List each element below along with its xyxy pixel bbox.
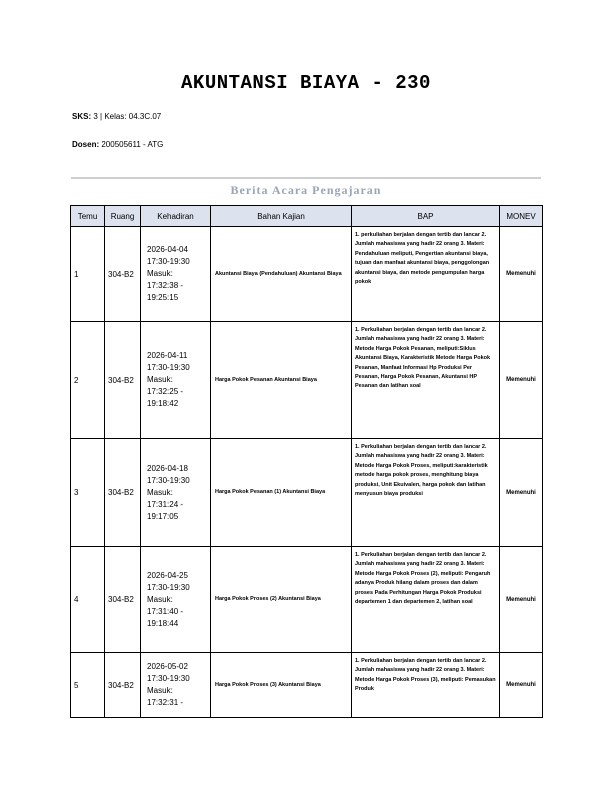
table-row	[71, 653, 543, 718]
kehadiran-date: 2026-04-11	[147, 351, 188, 360]
kehadiran-time-out: 19:18:44	[147, 618, 179, 628]
cell-monev: Memenuhi	[500, 439, 543, 547]
cell-bahan-kajian: Harga Pokok Pesanan Akuntansi Biaya	[211, 322, 352, 439]
kehadiran-time-out: 19:25:15	[147, 293, 179, 302]
col-header-temu: Temu	[71, 206, 105, 227]
cell-bap: 1. Perkuliahan berjalan dengan tertib dan lancar 2. Jumlah mahasiswa yang hadir 22 orang 3. Materi: Metode Harga Pokok Proses (3), meliputi: Pemasukan Produk	[352, 653, 500, 718]
page-title: AKUNTANSI BIAYA - 230	[181, 72, 431, 94]
cell-temu: 3	[71, 439, 105, 547]
kehadiran-masuk-label: Masuk:	[147, 375, 173, 384]
cell-bap: 1. Perkuliahan berjalan dengan tertib dan lancar 2. Jumlah mahasiswa yang hadir 22 orang 3. Materi: Metode Harga Pokok Proses, meliputi:karakteristik metode harga pokok proses, menghitung biaya produksi, Unit Ekuivalen, harga pokok dan latihan menyusun biaya produksi	[352, 439, 500, 547]
table-row	[71, 439, 543, 547]
kehadiran-masuk-label: Masuk:	[147, 594, 173, 604]
sks-kelas-line	[72, 112, 161, 121]
kehadiran-date: 2026-04-04	[147, 245, 188, 254]
table-row	[71, 227, 543, 322]
kehadiran-schedule: 17:30-19:30	[147, 475, 190, 485]
cell-bap: 1. Perkuliahan berjalan dengan tertib dan lancar 2. Jumlah mahasiswa yang hadir 22 orang 3. Materi: Metode Harga Pokok Proses (2), meliputi: Pengaruh adanya Produk hilang dalam proses dan dalam proses Pada Perhitungan Harga Pokok Produksi departemen 1 dan departemen 2, latihan soal	[352, 547, 500, 653]
cell-kehadiran	[141, 322, 211, 439]
col-header-kehadiran: Kehadiran	[141, 206, 211, 227]
cell-ruang: 304-B2	[105, 653, 141, 718]
cell-ruang: 304-B2	[105, 227, 141, 322]
cell-monev: Memenuhi	[500, 322, 543, 439]
kehadiran-masuk-label: Masuk:	[147, 269, 173, 278]
table-header-row	[71, 206, 543, 227]
cell-temu: 5	[71, 653, 105, 718]
kehadiran-time-in: 17:32:38 -	[147, 281, 184, 290]
cell-monev: Memenuhi	[500, 653, 543, 718]
kehadiran-schedule: 17:30-19:30	[147, 257, 190, 266]
table-row	[71, 322, 543, 439]
dosen-label: Dosen:	[72, 140, 100, 149]
cell-kehadiran	[141, 227, 211, 322]
divider	[71, 177, 541, 179]
kehadiran-time-in: 17:32:25 -	[147, 387, 184, 396]
bap-table	[70, 205, 543, 718]
kehadiran-masuk-label: Masuk:	[147, 686, 173, 695]
col-header-ruang: Ruang	[105, 206, 141, 227]
sks-label: SKS:	[72, 112, 92, 121]
col-header-bap: BAP	[352, 206, 500, 227]
sks-kelas-value: 3 | Kelas: 04.3C.07	[93, 112, 162, 121]
kehadiran-time-out: 19:18:42	[147, 399, 179, 408]
kehadiran-date: 2026-04-25	[147, 570, 188, 580]
kehadiran-schedule: 17:30-19:30	[147, 582, 190, 592]
kehadiran-time-in: 17:32:31 -	[147, 698, 184, 707]
kehadiran-time-in: 17:31:40 -	[147, 606, 184, 616]
table-row	[71, 547, 543, 653]
cell-ruang: 304-B2	[105, 322, 141, 439]
cell-monev: Memenuhi	[500, 227, 543, 322]
cell-bahan-kajian: Harga Pokok Proses (3) Akuntansi Biaya	[211, 653, 352, 718]
cell-bahan-kajian: Harga Pokok Proses (2) Akuntansi Biaya	[211, 547, 352, 653]
kehadiran-date: 2026-05-02	[147, 662, 188, 671]
section-title: Berita Acara Pengajaran	[230, 183, 382, 197]
cell-kehadiran	[141, 547, 211, 653]
cell-temu: 4	[71, 547, 105, 653]
cell-bap: 1. Perkuliahan berjalan dengan tertib dan lancar 2. Jumlah mahasiswa yang hadir 22 orang 3. Materi: Metode Harga Pokok Pesanan, meliputi:Siklus Akuntansi Biaya, Karakteristik Metode Harga Pokok Pesanan, Manfaat Informasi Hp Produksi Per Pesanan, Harga Pokok Pesanan, Akuntansi HP Pesanan dan latihan soal	[352, 322, 500, 439]
kehadiran-schedule: 17:30-19:30	[147, 363, 190, 372]
dosen-value: 200505611 - ATG	[101, 140, 164, 149]
dosen-line	[72, 140, 163, 149]
cell-temu: 2	[71, 322, 105, 439]
kehadiran-schedule: 17:30-19:30	[147, 674, 190, 683]
col-header-bahan-kajian: Bahan Kajian	[211, 206, 352, 227]
kehadiran-time-out: 19:17:05	[147, 511, 179, 521]
cell-bahan-kajian: Akuntansi Biaya (Pendahuluan) Akuntansi Biaya	[211, 227, 352, 322]
cell-monev: Memenuhi	[500, 547, 543, 653]
kehadiran-time-in: 17:31:24 -	[147, 499, 184, 509]
cell-bap: 1. perkuliahan berjalan dengan tertib dan lancar 2. Jumlah mahasiswa yang hadir 22 orang 3. Materi: Pendahuluan meliputi, Pengertian akuntansi biaya, tujuan dan manfaat akuntansi biaya, penggolongan akuntansi biaya, dan metode pengumpulan harga pokok	[352, 227, 500, 322]
col-header-monev: MONEV	[500, 206, 543, 227]
kehadiran-masuk-label: Masuk:	[147, 487, 173, 497]
cell-kehadiran	[141, 439, 211, 547]
cell-ruang: 304-B2	[105, 439, 141, 547]
cell-kehadiran	[141, 653, 211, 718]
cell-ruang: 304-B2	[105, 547, 141, 653]
cell-bahan-kajian: Harga Pokok Pesanan (1) Akuntansi Biaya	[211, 439, 352, 547]
cell-temu: 1	[71, 227, 105, 322]
kehadiran-date: 2026-04-18	[147, 463, 188, 473]
